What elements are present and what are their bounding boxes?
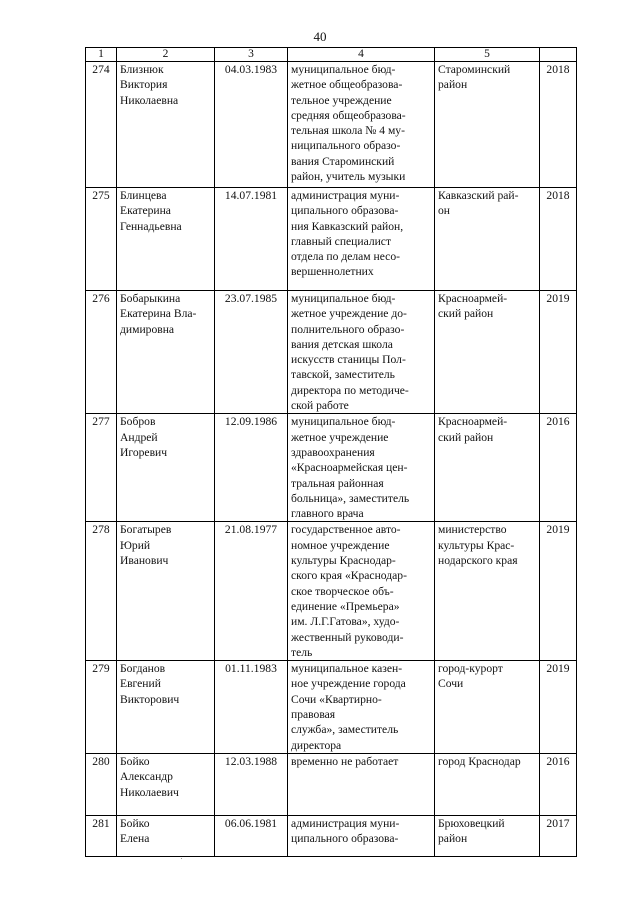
person-name-line: Богданов bbox=[120, 662, 166, 676]
workplace-position-line: вания Староминский bbox=[291, 154, 395, 168]
person-name bbox=[117, 815, 215, 856]
header-cell-1: 1 bbox=[86, 48, 117, 62]
district-line: он bbox=[438, 204, 451, 218]
workplace-position-line: главный специалист bbox=[291, 234, 392, 248]
row-number: 274 bbox=[86, 62, 117, 188]
district-line: город Краснодар bbox=[438, 754, 521, 768]
workplace-position-line: полнительного образо- bbox=[291, 322, 405, 336]
person-name-line: Юрий bbox=[120, 538, 151, 552]
district-line: район bbox=[438, 832, 468, 846]
page-number: 40 bbox=[313, 29, 327, 44]
district bbox=[435, 522, 540, 661]
row-number: 278 bbox=[86, 522, 117, 661]
person-name bbox=[117, 414, 215, 522]
workplace-position-line: ниципального образо- bbox=[291, 139, 401, 153]
year: 2018 bbox=[540, 188, 577, 291]
header-cell-3: 3 bbox=[215, 48, 288, 62]
district-line: Красноармей- bbox=[438, 292, 508, 305]
row-number: 276 bbox=[86, 291, 117, 414]
district-line: Кавказский рай- bbox=[438, 189, 519, 202]
table-row bbox=[86, 414, 577, 522]
person-name-line: Бойко bbox=[120, 754, 150, 768]
workplace-position-line: муниципальное бюд- bbox=[291, 415, 396, 429]
workplace-position-line: вания детская школа bbox=[291, 337, 393, 351]
table-row bbox=[86, 291, 577, 414]
table-row bbox=[86, 522, 577, 661]
district-line: культуры Крас- bbox=[438, 538, 515, 552]
header-cell-2: 2 bbox=[117, 48, 215, 62]
year: 2019 bbox=[540, 291, 577, 414]
year: 2019 bbox=[540, 661, 577, 754]
district-line: город-курорт bbox=[438, 662, 503, 676]
workplace-position-line: ской работе bbox=[291, 399, 349, 413]
district bbox=[435, 291, 540, 414]
birth-date: 12.09.1986 bbox=[215, 414, 288, 522]
district-line: Сочи bbox=[438, 677, 464, 691]
table-row bbox=[86, 815, 577, 856]
workplace-position bbox=[288, 291, 435, 414]
workplace-position-line: директора bbox=[291, 738, 342, 752]
year: 2016 bbox=[540, 414, 577, 522]
person-name-line: Богатырев bbox=[120, 523, 172, 537]
table-row bbox=[86, 661, 577, 754]
person-name-line: Александр bbox=[120, 770, 173, 784]
workplace-position-line: муниципальное бюд- bbox=[291, 292, 396, 305]
workplace-position-line: тель bbox=[291, 645, 313, 659]
header-cell-5: 5 bbox=[435, 48, 540, 62]
table-row bbox=[86, 62, 577, 188]
workplace-position-line: единение «Премьера» bbox=[291, 599, 400, 613]
person-name-line: Евгений bbox=[120, 677, 161, 691]
workplace-position-line: тельная школа № 4 му- bbox=[291, 124, 405, 138]
workplace-position-line: администрация муни- bbox=[291, 816, 400, 830]
district bbox=[435, 753, 540, 815]
person-name-line: Бобарыкина bbox=[120, 292, 181, 305]
workplace-position bbox=[288, 753, 435, 815]
person-name-line: Игоревич bbox=[120, 445, 168, 459]
district-line: ский район bbox=[438, 307, 494, 321]
workplace-position-line: культуры Краснодар- bbox=[291, 554, 396, 568]
person-name bbox=[117, 62, 215, 188]
workplace-position-line: жетное общеобразова- bbox=[291, 78, 403, 92]
workplace-position-line: ское творческое объ- bbox=[291, 584, 394, 598]
person-name-line: Иванович bbox=[120, 554, 169, 568]
person-name-line: Андрей bbox=[120, 430, 158, 444]
workplace-position bbox=[288, 815, 435, 856]
workplace-position-line: больница», заместитель bbox=[291, 491, 410, 505]
district bbox=[435, 661, 540, 754]
workplace-position-line: жественный руководи- bbox=[291, 630, 404, 644]
workplace-position-line: администрация муни- bbox=[291, 189, 400, 202]
table-row bbox=[86, 753, 577, 815]
district-line: Брюховецкий bbox=[438, 816, 505, 830]
workplace-position-line: ского края «Краснодар- bbox=[291, 569, 407, 583]
table-body bbox=[86, 48, 577, 857]
workplace-position-line: искусств станицы Пол- bbox=[291, 353, 406, 367]
person-name-line: Викторович bbox=[120, 692, 180, 706]
workplace-position-line: ципального образова- bbox=[291, 832, 399, 846]
birth-date: 12.03.1988 bbox=[215, 753, 288, 815]
year: 2016 bbox=[540, 753, 577, 815]
person-name bbox=[117, 661, 215, 754]
district-line: район bbox=[438, 78, 468, 92]
person-name-line: Николаевна bbox=[120, 93, 179, 107]
year: 2019 bbox=[540, 522, 577, 661]
person-name-line: Екатерина bbox=[120, 204, 171, 218]
year: 2018 bbox=[540, 62, 577, 188]
workplace-position-line: им. Л.Г.Гатова», худо- bbox=[291, 615, 400, 629]
workplace-position-line: государственное авто- bbox=[291, 523, 401, 537]
district-line: ский район bbox=[438, 430, 494, 444]
person-name bbox=[117, 188, 215, 291]
district-line: Красноармей- bbox=[438, 415, 508, 429]
person-name-line: Елена bbox=[120, 832, 150, 846]
workplace-position bbox=[288, 522, 435, 661]
birth-date: 23.07.1985 bbox=[215, 291, 288, 414]
workplace-position-line: временно не работает bbox=[291, 754, 399, 768]
workplace-position-line: ное учреждение города bbox=[291, 677, 406, 691]
birth-date: 01.11.1983 bbox=[215, 661, 288, 754]
birth-date: 04.03.1983 bbox=[215, 62, 288, 188]
scan-dot bbox=[181, 858, 182, 859]
workplace-position bbox=[288, 414, 435, 522]
district bbox=[435, 188, 540, 291]
person-name-line: Николаевич bbox=[120, 785, 179, 799]
table-row bbox=[86, 188, 577, 291]
row-number: 279 bbox=[86, 661, 117, 754]
workplace-position-line: служба», заместитель bbox=[291, 723, 399, 737]
district bbox=[435, 815, 540, 856]
district-line: Староминский bbox=[438, 63, 511, 76]
workplace-position-line: средняя общеобразова- bbox=[291, 108, 406, 122]
birth-date: 21.08.1977 bbox=[215, 522, 288, 661]
row-number: 275 bbox=[86, 188, 117, 291]
registry-table bbox=[85, 47, 577, 857]
year: 2017 bbox=[540, 815, 577, 856]
person-name-line: Блинцева bbox=[120, 189, 167, 202]
workplace-position-line: вершеннолетних bbox=[291, 265, 374, 279]
workplace-position bbox=[288, 661, 435, 754]
person-name bbox=[117, 291, 215, 414]
district-line: министерство bbox=[438, 523, 507, 537]
workplace-position-line: ципального образова- bbox=[291, 204, 399, 218]
birth-date: 06.06.1981 bbox=[215, 815, 288, 856]
birth-date: 14.07.1981 bbox=[215, 188, 288, 291]
workplace-position-line: тельное учреждение bbox=[291, 93, 392, 107]
workplace-position-line: жетное учреждение до- bbox=[291, 307, 407, 321]
workplace-position-line: тавской, заместитель bbox=[291, 368, 395, 382]
person-name-line: Близнюк bbox=[120, 63, 164, 76]
row-number: 280 bbox=[86, 753, 117, 815]
workplace-position bbox=[288, 188, 435, 291]
person-name-line: Виктория bbox=[120, 78, 168, 92]
workplace-position bbox=[288, 62, 435, 188]
person-name-line: Бобров bbox=[120, 415, 156, 429]
workplace-position-line: главного врача bbox=[291, 507, 364, 521]
workplace-position-line: директора по методиче- bbox=[291, 383, 409, 397]
row-number: 277 bbox=[86, 414, 117, 522]
header-row bbox=[86, 48, 577, 62]
workplace-position-line: тральная районная bbox=[291, 476, 384, 490]
row-number: 281 bbox=[86, 815, 117, 856]
person-name-line: Бойко bbox=[120, 816, 150, 830]
district-line: нодарского края bbox=[438, 554, 518, 568]
workplace-position-line: ния Кавказский район, bbox=[291, 219, 404, 233]
person-name bbox=[117, 522, 215, 661]
workplace-position-line: муниципальное бюд- bbox=[291, 63, 396, 76]
district bbox=[435, 414, 540, 522]
person-name bbox=[117, 753, 215, 815]
workplace-position-line: отдела по делам несо- bbox=[291, 250, 400, 264]
header-cell-6 bbox=[540, 48, 577, 62]
workplace-position-line: правовая bbox=[291, 708, 336, 722]
person-name-line: димировна bbox=[120, 322, 175, 336]
workplace-position-line: Сочи «Квартирно- bbox=[291, 692, 382, 706]
workplace-position-line: муниципальное казен- bbox=[291, 662, 403, 676]
district bbox=[435, 62, 540, 188]
workplace-position-line: «Красноармейская цен- bbox=[291, 461, 408, 475]
workplace-position-line: район, учитель музыки bbox=[291, 170, 406, 184]
person-name-line: Екатерина Вла- bbox=[120, 307, 197, 321]
workplace-position-line: здравоохранения bbox=[291, 445, 375, 459]
workplace-position-line: жетное учреждение bbox=[291, 430, 389, 444]
person-name-line: Геннадьевна bbox=[120, 219, 182, 233]
workplace-position-line: номное учреждение bbox=[291, 538, 390, 552]
header-cell-4: 4 bbox=[288, 48, 435, 62]
